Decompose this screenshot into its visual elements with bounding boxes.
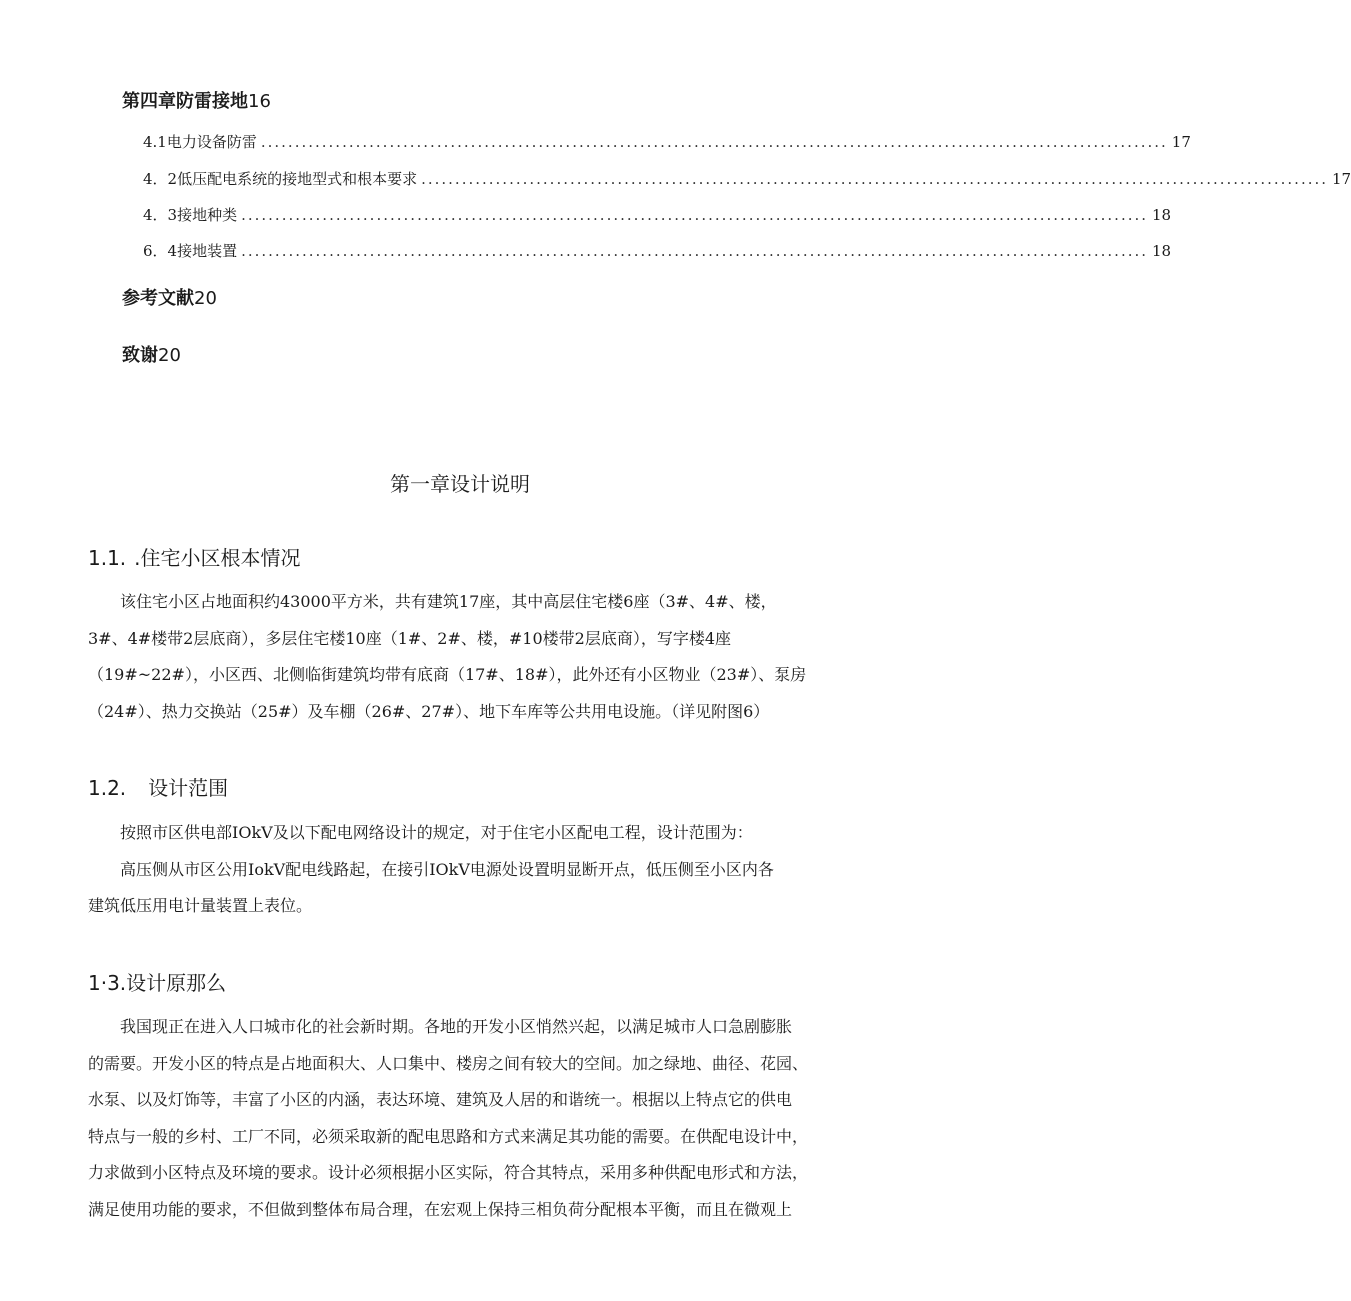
toc-chapter4[interactable] — [122, 87, 271, 113]
toc-acknowledgement-title: 致谢 — [122, 345, 158, 366]
toc-entry[interactable] — [143, 204, 1172, 226]
chapter-title: 第一章设计说明 — [390, 472, 530, 496]
section-title: .住宅小区根本情况 — [134, 546, 301, 570]
toc-leader-dots: ...................................................................................................................................... — [241, 242, 1149, 260]
section-heading — [88, 542, 301, 571]
toc-entry[interactable] — [143, 240, 1172, 262]
toc-entry-label: 4．2低压配电系统的接地型式和根本要求 — [143, 170, 418, 188]
toc-leader-dots: ...................................................................................................................................... — [260, 133, 1168, 151]
paragraph-line: 特点与一般的乡村、工厂不同，必须采取新的配电思路和方式来满足其功能的需要。在供配电设计中， — [88, 1126, 809, 1146]
toc-entry[interactable] — [143, 168, 1351, 190]
section-title: 设计原那么 — [126, 971, 227, 995]
toc-entry-label: 4．3接地种类 — [143, 206, 238, 224]
section-number: 1.2. — [88, 776, 127, 800]
toc-leader-dots: ...................................................................................................................................... — [421, 170, 1329, 188]
toc-references[interactable] — [122, 284, 217, 310]
toc-acknowledgement-page: 20 — [158, 345, 181, 366]
section-number: 1.1. — [88, 546, 127, 570]
section-heading — [88, 967, 226, 996]
toc-chapter4-page: 16 — [248, 91, 271, 112]
toc-entry-page: 17 — [1171, 133, 1191, 151]
toc-references-page: 20 — [194, 288, 217, 309]
paragraph-line: 按照市区供电部IOkV及以下配电网络设计的规定，对于住宅小区配电工程，设计范围为： — [120, 823, 753, 842]
section-title: 设计范围 — [148, 776, 229, 800]
toc-leader-dots: ...................................................................................................................................... — [241, 206, 1149, 224]
section-paragraph — [88, 584, 832, 730]
paragraph-line: 建筑低压用电计量装置上表位。 — [88, 896, 313, 915]
toc-acknowledgement[interactable] — [122, 341, 181, 367]
paragraph-line: 3#、4#楼带2层底商），多层住宅楼10座（1#、2#、楼，#10楼带2层底商），写字楼4座 — [88, 628, 732, 648]
paragraph-line: 力求做到小区特点及环境的要求。设计必须根据小区实际，符合其特点，采用多种供配电形式和方法， — [88, 1163, 809, 1182]
toc-entry-page: 17 — [1332, 170, 1351, 188]
toc-chapter4-title: 第四章防雷接地 — [122, 91, 248, 112]
toc-entry-page: 18 — [1152, 242, 1172, 260]
paragraph-line: 满足使用功能的要求，不但做到整体布局合理，在宏观上保持三相负荷分配根本平衡，而且在微观上 — [88, 1199, 793, 1219]
toc-entry-label: 6．4接地装置 — [143, 242, 238, 260]
toc-entry-page: 18 — [1152, 206, 1172, 224]
toc-entry[interactable] — [143, 131, 1191, 153]
paragraph-line: （19#~22#），小区西、北侧临街建筑均带有底商（17#、18#），此外还有小区物业（23#）、泵房 — [88, 665, 807, 684]
paragraph-line: 我国现正在进入人口城市化的社会新时期。各地的开发小区悄然兴起，以满足城市人口急剧膨胀 — [120, 1017, 793, 1036]
paragraph-line: 的需要。开发小区的特点是占地面积大、人口集中、楼房之间有较大的空间。加之绿地、曲径、花园、 — [88, 1053, 809, 1073]
section-paragraph — [88, 1009, 832, 1228]
paragraph-line: 水泵、以及灯饰等，丰富了小区的内涵，表达环境、建筑及人居的和谐统一。根据以上特点它的供电 — [88, 1090, 793, 1109]
paragraph-line: （24#）、热力交换站（25#）及车棚（26#、27#）、地下车库等公共用电设施。（详见附图6） — [88, 701, 770, 721]
toc-entry-label: 4.1电力设备防雷 — [143, 133, 257, 151]
paragraph-line: 该住宅小区占地面积约43000平方米，共有建筑17座，其中高层住宅楼6座（3#、4#、楼， — [120, 592, 777, 611]
toc-references-title: 参考文献 — [122, 288, 194, 309]
paragraph-line: 高压侧从市区公用IokV配电线路起，在接引IOkV电源处设置明显断开点，低压侧至小区内各 — [120, 859, 774, 879]
section-number: 1·3. — [88, 971, 127, 995]
section-heading — [88, 772, 228, 801]
section-paragraph — [88, 815, 832, 925]
